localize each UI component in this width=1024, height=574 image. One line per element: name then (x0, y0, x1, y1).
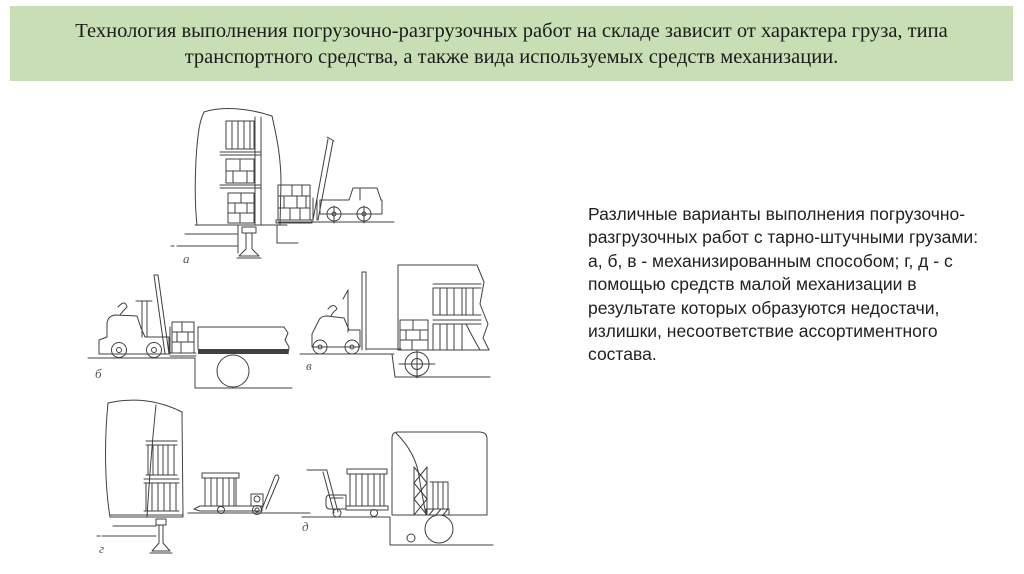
figure-d (300, 405, 520, 570)
figure-d-label: д (302, 519, 309, 534)
title-line: транспортного средства, а также вида используемых средств механизации. (184, 45, 839, 68)
description-line: Различные варианты выполнения погрузочно- (588, 204, 966, 224)
figure-v-label: в (306, 358, 312, 373)
description-line: разгрузочных работ с тарно-штучными грузами: (588, 227, 979, 248)
description-text (588, 203, 1000, 367)
title-line: Технология выполнения погрузочно-разгрузочных работ на складе зависит от характера груза, типа (75, 19, 948, 42)
figure-g-label: г (99, 541, 105, 556)
description-line: помощью средств малой механизации в (588, 274, 917, 295)
description-line: излишки, несоответствие ассортиментного (588, 321, 938, 342)
figure-b-drawing (85, 270, 305, 395)
figure-a (150, 103, 410, 268)
figure-g (90, 395, 315, 565)
description-line: а, б, в - механизированным способом; г, д - с (588, 250, 953, 271)
figure-d-drawing (300, 405, 520, 570)
description-line: результате которых образуются недостачи, (588, 297, 940, 318)
figure-a-label: а (183, 251, 190, 266)
figure-a-drawing (150, 103, 410, 268)
figure-b-label: б (95, 366, 102, 381)
figure-v (300, 262, 500, 392)
description-line: состава. (588, 344, 657, 365)
figure-v-drawing (300, 262, 500, 392)
figure-b (85, 270, 305, 395)
figure-g-drawing (90, 395, 315, 565)
title-banner (10, 6, 1013, 81)
